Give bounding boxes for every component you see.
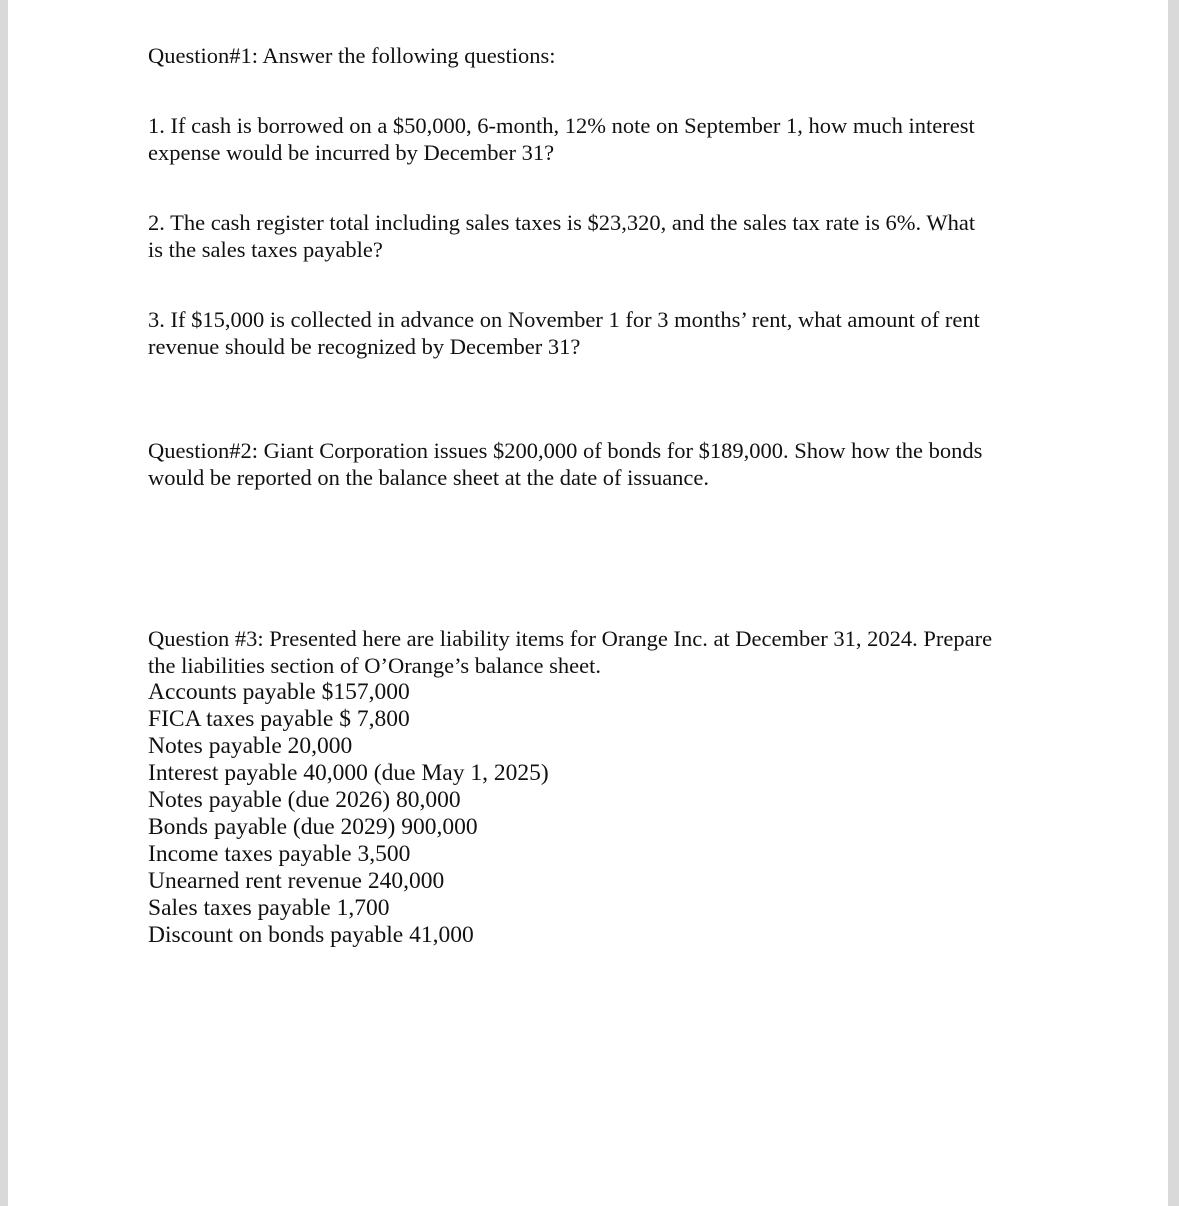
liability-item: Notes payable 20,000 <box>148 733 353 759</box>
liability-item: Interest payable 40,000 (due May 1, 2025) <box>148 760 549 786</box>
document-page <box>8 0 1168 1206</box>
question-1-item-2-line-2: is the sales taxes payable? <box>148 237 383 262</box>
liability-item: Bonds payable (due 2029) 900,000 <box>148 814 478 840</box>
liability-item: Notes payable (due 2026) 80,000 <box>148 787 461 813</box>
question-1-item-1-line-1: 1. If cash is borrowed on a $50,000, 6-month, 12% note on September 1, how much interest <box>148 113 975 138</box>
question-1-item-3-line-1: 3. If $15,000 is collected in advance on November 1 for 3 months’ rent, what amount of rent <box>148 307 980 332</box>
question-1-item-1-line-2: expense would be incurred by December 31? <box>148 140 555 165</box>
question-1-heading: Question#1: Answer the following questions: <box>148 43 556 68</box>
question-1-item-2-line-1: 2. The cash register total including sales taxes is $23,320, and the sales tax rate is 6%. What <box>148 210 976 235</box>
liability-item: Income taxes payable 3,500 <box>148 841 411 867</box>
question-2-line-1: Question#2: Giant Corporation issues $200,000 of bonds for $189,000. Show how the bonds <box>148 438 983 463</box>
liability-item: Unearned rent revenue 240,000 <box>148 868 445 894</box>
liability-item: Sales taxes payable 1,700 <box>148 895 390 921</box>
liability-item: Discount on bonds payable 41,000 <box>148 922 474 948</box>
question-3-line-2: the liabilities section of O’Orange’s balance sheet. <box>148 653 601 678</box>
question-3-line-1: Question #3: Presented here are liability items for Orange Inc. at December 31, 2024. Prepare <box>148 626 993 651</box>
question-2-line-2: would be reported on the balance sheet at the date of issuance. <box>148 465 710 490</box>
liability-item: Accounts payable $157,000 <box>148 679 410 705</box>
liability-item: FICA taxes payable $ 7,800 <box>148 706 410 732</box>
question-1-item-3-line-2: revenue should be recognized by December 31? <box>148 334 581 359</box>
